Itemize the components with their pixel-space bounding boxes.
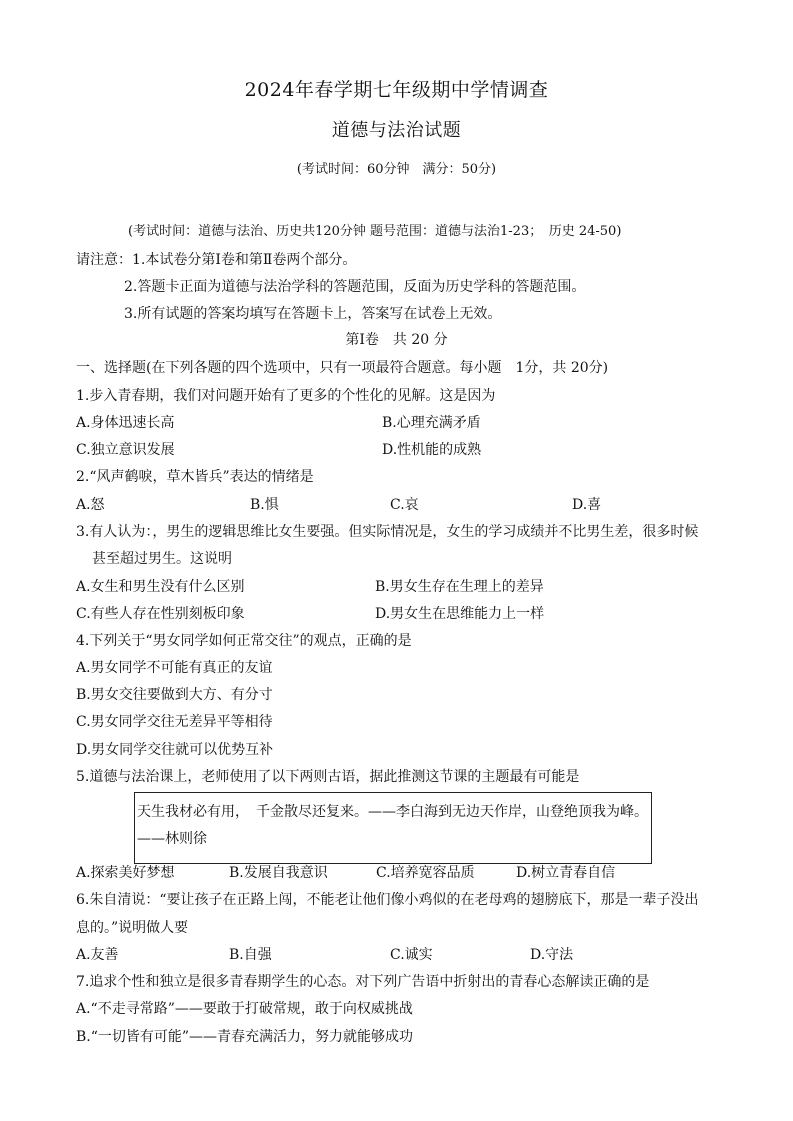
notice-line-3: 3.所有试题的答案均填写在答题卡上，答案写在试卷上无效。 [124, 306, 502, 322]
question-6-stem-continued: 息的。”说明做人要 [76, 920, 189, 936]
notice-line-1: 请注意：1.本试卷分第Ⅰ卷和第Ⅱ卷两个部分。 [76, 252, 357, 268]
question-5-stem: 5.道德与法治课上，老师使用了以下两则古语，据此推测这节课的主题最有可能是 [76, 769, 580, 785]
quote-line-2: ——林则徐 [137, 831, 207, 847]
question-2-stem: 2.“风声鹤唳，草木皆兵”表达的情绪是 [76, 469, 314, 485]
exam-info: (考试时间：60分钟 满分：50分) [296, 162, 497, 177]
question-3-option-a: A.女生和男生没有什么区别 [76, 579, 245, 595]
question-5-option-d: D.树立青春自信 [516, 865, 616, 881]
question-4-stem: 4.下列关于“男女同学如何正常交往”的观点，正确的是 [76, 633, 412, 649]
question-6-option-d: D.守法 [530, 947, 574, 963]
question-3-option-b: B.男女生存在生理上的差异 [375, 579, 544, 595]
question-2-option-c: C.哀 [390, 497, 419, 513]
question-3-stem-continued: 甚至超过男生。这说明 [92, 551, 232, 567]
question-6-stem: 6.朱自清说：“要让孩子在正路上闯，不能老让他们像小鸡似的在老母鸡的翅膀底下，那是一辈子没出 [76, 892, 699, 908]
question-4-option-b: B.男女交往要做到大方、有分寸 [76, 687, 273, 703]
question-1-option-b: B.心理充满矛盾 [382, 415, 481, 431]
quote-box [134, 792, 652, 864]
question-4-option-d: D.男女同学交往就可以优势互补 [76, 742, 274, 758]
question-6-option-a: A.友善 [76, 947, 119, 963]
section-instruction: 一、选择题(在下列各题的四个选项中，只有一项最符合题意。每小题 1分，共 20分) [76, 360, 609, 376]
question-3-stem: 3.有人认为：，男生的逻辑思维比女生要强。但实际情况是，女生的学习成绩并不比男生差，很多时候 [76, 524, 699, 540]
question-2-option-d: D.喜 [572, 497, 602, 513]
exam-title: 2024年春学期七年级期中学情调查 [244, 79, 549, 101]
question-5-option-b: B.发展自我意识 [229, 865, 328, 881]
question-4-option-c: C.男女同学交往无差异平等相待 [76, 714, 273, 730]
question-3-option-d: D.男女生在思维能力上一样 [375, 606, 545, 622]
question-1-option-a: A.身体迅速长高 [76, 415, 175, 431]
quote-line-1: 天生我材必有用， 千金散尽还复来。——李白海到无边天作岸，山登绝顶我为峰。 [137, 804, 648, 820]
exam-scope-note: (考试时间：道德与法治、历史共120分钟 题号范围：道德与法治1-23； 历史 24-50) [128, 224, 622, 239]
notice-line-2: 2.答题卡正面为道德与法治学科的答题范围，反面为历史学科的答题范围。 [124, 279, 586, 295]
question-5-option-a: A.探索美好梦想 [76, 865, 175, 881]
section-heading: 第Ⅰ卷 共 20 分 [345, 332, 448, 348]
question-6-option-c: C.诚实 [390, 947, 433, 963]
question-7-option-a: A.“不走寻常路”——要敢于打破常规，敢于向权威挑战 [76, 1001, 413, 1017]
question-6-option-b: B.自强 [229, 947, 272, 963]
question-7-stem: 7.追求个性和独立是很多青春期学生的心态。对下列广告语中折射出的青春心态解读正确的是 [76, 974, 650, 990]
question-1-option-c: C.独立意识发展 [76, 442, 175, 458]
question-1-option-d: D.性机能的成熟 [382, 442, 482, 458]
question-4-option-a: A.男女同学不可能有真正的友谊 [76, 660, 273, 676]
question-3-option-c: C.有些人存在性别刻板印象 [76, 606, 245, 622]
question-1-stem: 1.步入青春期，我们对问题开始有了更多的个性化的见解。这是因为 [76, 388, 496, 404]
question-5-option-c: C.培养宽容品质 [376, 865, 475, 881]
question-2-option-b: B.惧 [250, 497, 279, 513]
subject-title: 道德与法治试题 [331, 120, 462, 141]
question-2-option-a: A.怒 [76, 497, 105, 513]
question-7-option-b: B.“一切皆有可能”——青春充满活力，努力就能够成功 [76, 1029, 414, 1045]
